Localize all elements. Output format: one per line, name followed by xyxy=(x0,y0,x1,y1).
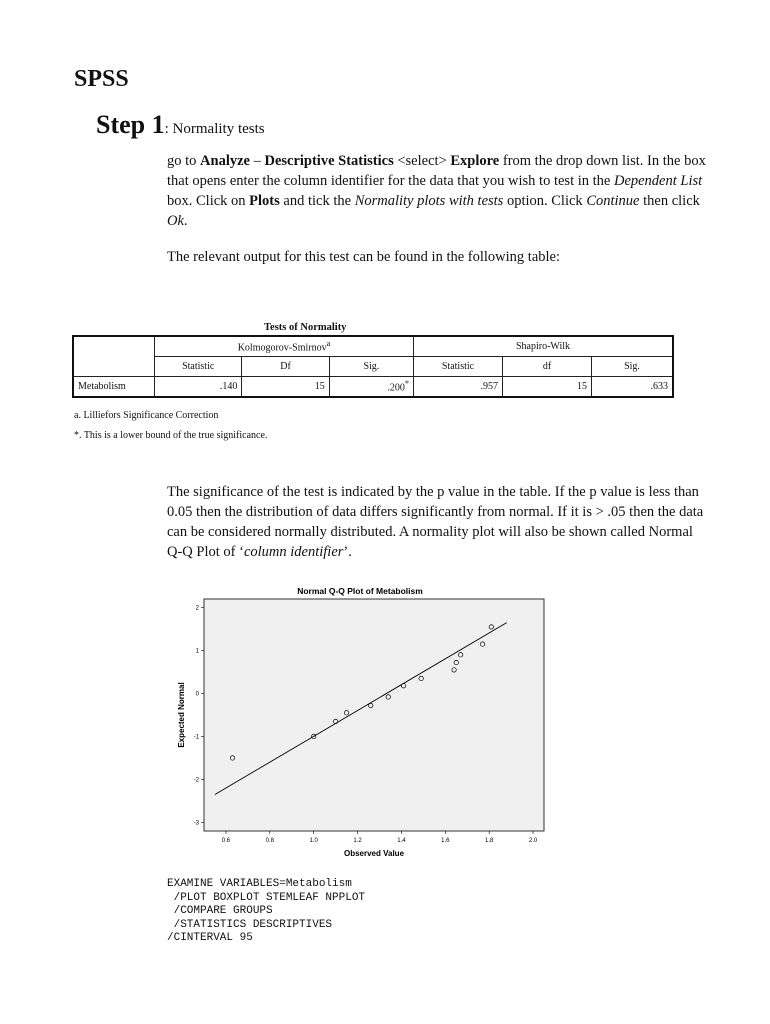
ks-sig-value: .200 xyxy=(387,382,405,394)
x-axis-label: Observed Value xyxy=(343,849,405,858)
footnote-a: a. Lilliefors Significance Correction xyxy=(74,410,219,421)
text-run: and tick the xyxy=(279,193,355,209)
x-tick-label: 0.6 xyxy=(221,838,231,844)
step-label: Step 1 xyxy=(96,110,165,139)
col-header: df xyxy=(503,357,592,377)
x-tick-label: 2.0 xyxy=(528,838,538,844)
x-tick-label: 1.8 xyxy=(484,838,494,844)
ks-superscript: a xyxy=(326,339,331,349)
row-label: Metabolism xyxy=(73,377,155,398)
text-run: go to xyxy=(167,153,201,169)
menu-analyze: Analyze xyxy=(200,153,250,169)
col-header: Statistic xyxy=(414,357,503,377)
ks-group-header xyxy=(155,336,414,357)
x-tick-label: 1.4 xyxy=(397,838,406,844)
column-identifier-term: column identifier xyxy=(243,544,344,560)
text-run: . xyxy=(183,213,188,229)
ok-term: Ok xyxy=(167,213,184,229)
plots-term: Plots xyxy=(249,193,280,209)
y-tick-label: -1 xyxy=(193,734,199,741)
text-run: ’. xyxy=(343,544,352,560)
table-row xyxy=(73,377,673,398)
y-axis xyxy=(194,606,204,827)
col-header: Statistic xyxy=(155,357,242,377)
y-tick-label: -2 xyxy=(193,777,199,784)
significance-paragraph xyxy=(167,482,707,562)
x-tick-label: 1.2 xyxy=(353,838,362,844)
plot-area xyxy=(204,599,544,831)
col-header: Sig. xyxy=(329,357,413,377)
text-run: then click xyxy=(639,193,700,209)
text-run: The significance of the test is indicated by the p value in the table. If the p value is less than 0.05 then the distribution of data differs significantly from normal. If it is > .05 then the data can be considered normally distributed. A normality plot will also be shown called Normal Q-Q Plot of ‘ xyxy=(167,484,704,560)
col-header: Df xyxy=(242,357,329,377)
text-run: option. Click xyxy=(503,193,587,209)
table-corner xyxy=(73,336,155,377)
menu-explore: Explore xyxy=(450,153,500,169)
cell-ks-sig xyxy=(329,377,413,398)
y-tick-label: 0 xyxy=(195,691,199,698)
y-tick-label: -3 xyxy=(193,820,199,827)
text-run: – xyxy=(249,153,265,169)
spss-syntax: EXAMINE VARIABLES=Metabolism /PLOT BOXPLOT STEMLEAF NPPLOT /COMPARE GROUPS /STATISTICS DESCRIPTIVES /CINTERVAL 95 xyxy=(167,878,366,944)
normality-table xyxy=(72,335,674,398)
y-tick-label: 1 xyxy=(195,648,199,655)
ks-sig-superscript: * xyxy=(404,379,409,389)
col-header: Sig. xyxy=(592,357,674,377)
text-run: box. Click on xyxy=(167,193,250,209)
chart-title: Normal Q-Q Plot of Metabolism xyxy=(297,586,423,596)
x-tick-label: 1.6 xyxy=(441,838,450,844)
cell-sw-sig: .633 xyxy=(592,377,674,398)
x-tick-label: 1.0 xyxy=(309,838,318,844)
table-title: Tests of Normality xyxy=(264,322,347,333)
dependent-list-term: Dependent List xyxy=(613,173,703,189)
normality-plots-term: Normality plots with tests xyxy=(354,193,504,209)
document-title: SPSS xyxy=(74,66,129,92)
step-suffix: : Normality tests xyxy=(164,121,265,137)
qq-plot xyxy=(168,580,558,870)
cell-ks-statistic: .140 xyxy=(155,377,242,398)
x-tick-label: 0.8 xyxy=(265,838,274,844)
cell-ks-df: 15 xyxy=(242,377,329,398)
x-axis xyxy=(222,831,538,844)
continue-term: Continue xyxy=(586,193,640,209)
footnote-star: *. This is a lower bound of the true significance. xyxy=(74,430,268,441)
step-heading xyxy=(96,110,265,140)
menu-descriptive-statistics: Descriptive Statistics xyxy=(264,153,394,169)
text-run: from the drop down list. In the box that opens enter the column identifier for the data that you wish to test in the xyxy=(167,153,706,189)
sw-group-header: Shapiro-Wilk xyxy=(414,336,674,357)
y-tick-label: 2 xyxy=(195,605,199,612)
cell-sw-statistic: .957 xyxy=(414,377,503,398)
y-axis-label: Expected Normal xyxy=(177,682,186,748)
cell-sw-df: 15 xyxy=(503,377,592,398)
text-run: <select> xyxy=(393,153,451,169)
ks-label: Kolmogorov-Smirnov xyxy=(237,342,327,354)
instructions-paragraph xyxy=(167,151,707,231)
output-intro: The relevant output for this test can be found in the following table: xyxy=(167,249,561,265)
